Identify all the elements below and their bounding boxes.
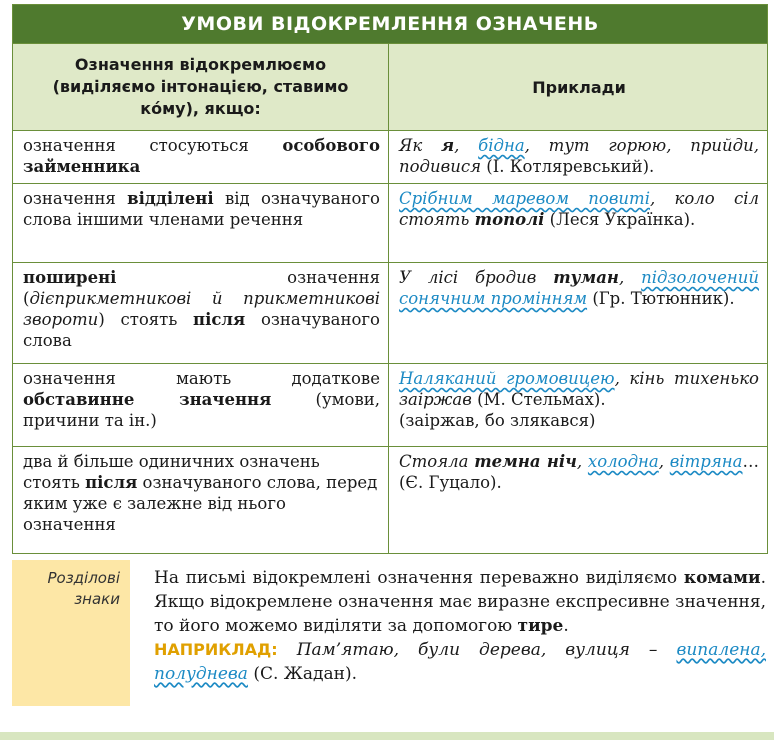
- condition-keyword: особового займенника: [23, 136, 380, 176]
- example-cell: [389, 184, 767, 262]
- example-text: , кінь тихенько заіржав: [399, 369, 759, 409]
- condition-cell: [13, 364, 389, 446]
- note-keyword: комами: [683, 568, 761, 588]
- example-defined-word: темна ніч: [474, 452, 577, 471]
- condition-keyword: після: [85, 473, 138, 492]
- note-example-author: (С. Жадан).: [247, 664, 357, 684]
- example-text: Стояла: [399, 452, 475, 471]
- example-text: ,: [576, 452, 588, 471]
- table-row: [13, 446, 767, 553]
- note-example-attribute: випалена, полуднева: [154, 640, 766, 684]
- conditions-table: [12, 4, 768, 554]
- example-text: У лісі бродив: [399, 268, 554, 287]
- condition-cell: [13, 447, 389, 553]
- example-attribute: холодна: [587, 452, 659, 471]
- example-explanation: (заіржав, бо злякався): [399, 411, 596, 430]
- condition-cell: [13, 184, 389, 262]
- example-author: … (Є. Гуцало).: [399, 452, 759, 492]
- condition-text: (умови, причини та ін.): [23, 390, 380, 430]
- condition-text: означуваного слова, перед яким уже є залежне від нього означення: [23, 473, 378, 534]
- bottom-strip: [0, 732, 774, 740]
- example-cell: [389, 263, 767, 363]
- condition-keyword: обставинне значення: [23, 390, 272, 409]
- note-tag: Розділові знаки: [12, 560, 130, 706]
- table-row: [13, 363, 767, 446]
- header-conditions: Означення відокремлюємо (виділяємо інтонацією, ставимо ко́му), якщо:: [13, 44, 389, 130]
- header-examples: Приклади: [532, 77, 626, 97]
- example-attribute: Срібним маревом повиті: [399, 189, 650, 208]
- example-author: (М. Стельмах).: [471, 390, 606, 409]
- example-defined-word: я: [440, 136, 455, 155]
- example-text: ,: [618, 268, 642, 287]
- note-text: [154, 566, 766, 686]
- table-row: [13, 130, 767, 183]
- condition-text: ) стоять: [98, 310, 194, 329]
- table-row: [13, 262, 767, 363]
- condition-text: від означуваного слова іншими членами речення: [23, 189, 380, 229]
- example-attribute: Наляканий громовицею: [399, 369, 615, 388]
- condition-keyword: відділені: [127, 189, 214, 208]
- example-cell: [389, 131, 767, 183]
- example-text: , коло сіл стоять: [399, 189, 759, 229]
- note-text-part: . Якщо відокремлене означення має виразне експресивне значення, то його можемо виділяти за допомогою: [154, 568, 766, 636]
- note-keyword: тире: [517, 616, 564, 636]
- example-defined-word: туман: [553, 268, 619, 287]
- example-label: НАПРИКЛАД:: [154, 640, 278, 659]
- example-author: (Гр. Тютюнник).: [587, 289, 735, 308]
- condition-keyword: після: [193, 310, 246, 329]
- condition-keyword: поширені: [23, 268, 117, 287]
- note-text-part: .: [563, 616, 569, 636]
- table-title: УМОВИ ВІДОКРЕМЛЕННЯ ОЗНАЧЕНЬ: [13, 5, 767, 43]
- table-row: [13, 183, 767, 262]
- example-attribute: бідна: [478, 136, 525, 155]
- condition-text: означення стосуються: [23, 136, 283, 155]
- example-author: (І. Котляревський).: [481, 157, 655, 176]
- example-defined-word: тополі: [474, 210, 545, 229]
- example-cell: [389, 364, 767, 446]
- table-header-row: [13, 43, 767, 130]
- condition-text: означуваного слова: [23, 310, 380, 350]
- condition-text: два й більше одиничних означень стоять: [23, 452, 320, 492]
- condition-cell: [13, 263, 389, 363]
- example-author: (Леся Українка).: [544, 210, 696, 229]
- condition-italic: дієприкметникові й прикметникові звороти: [23, 289, 380, 329]
- example-attribute: підзолочений сонячним промінням: [399, 268, 759, 308]
- example-text: ,: [658, 452, 670, 471]
- example-attribute: вітряна: [669, 452, 743, 471]
- note-example-text: Пам’ятаю, були дерева, вулиця –: [277, 640, 677, 660]
- example-text: , тут горюю, прийди, подивися: [399, 136, 759, 176]
- condition-text: означення мають додаткове: [23, 369, 380, 388]
- punctuation-note: [12, 560, 768, 720]
- example-text: ,: [454, 136, 479, 155]
- condition-text: означення: [23, 189, 128, 208]
- condition-cell: [13, 131, 389, 183]
- note-text-part: На письмі відокремлені означення переважно виділяємо: [154, 568, 684, 588]
- example-cell: [389, 447, 767, 553]
- example-text: Як: [399, 136, 441, 155]
- condition-text: означення (: [23, 268, 380, 308]
